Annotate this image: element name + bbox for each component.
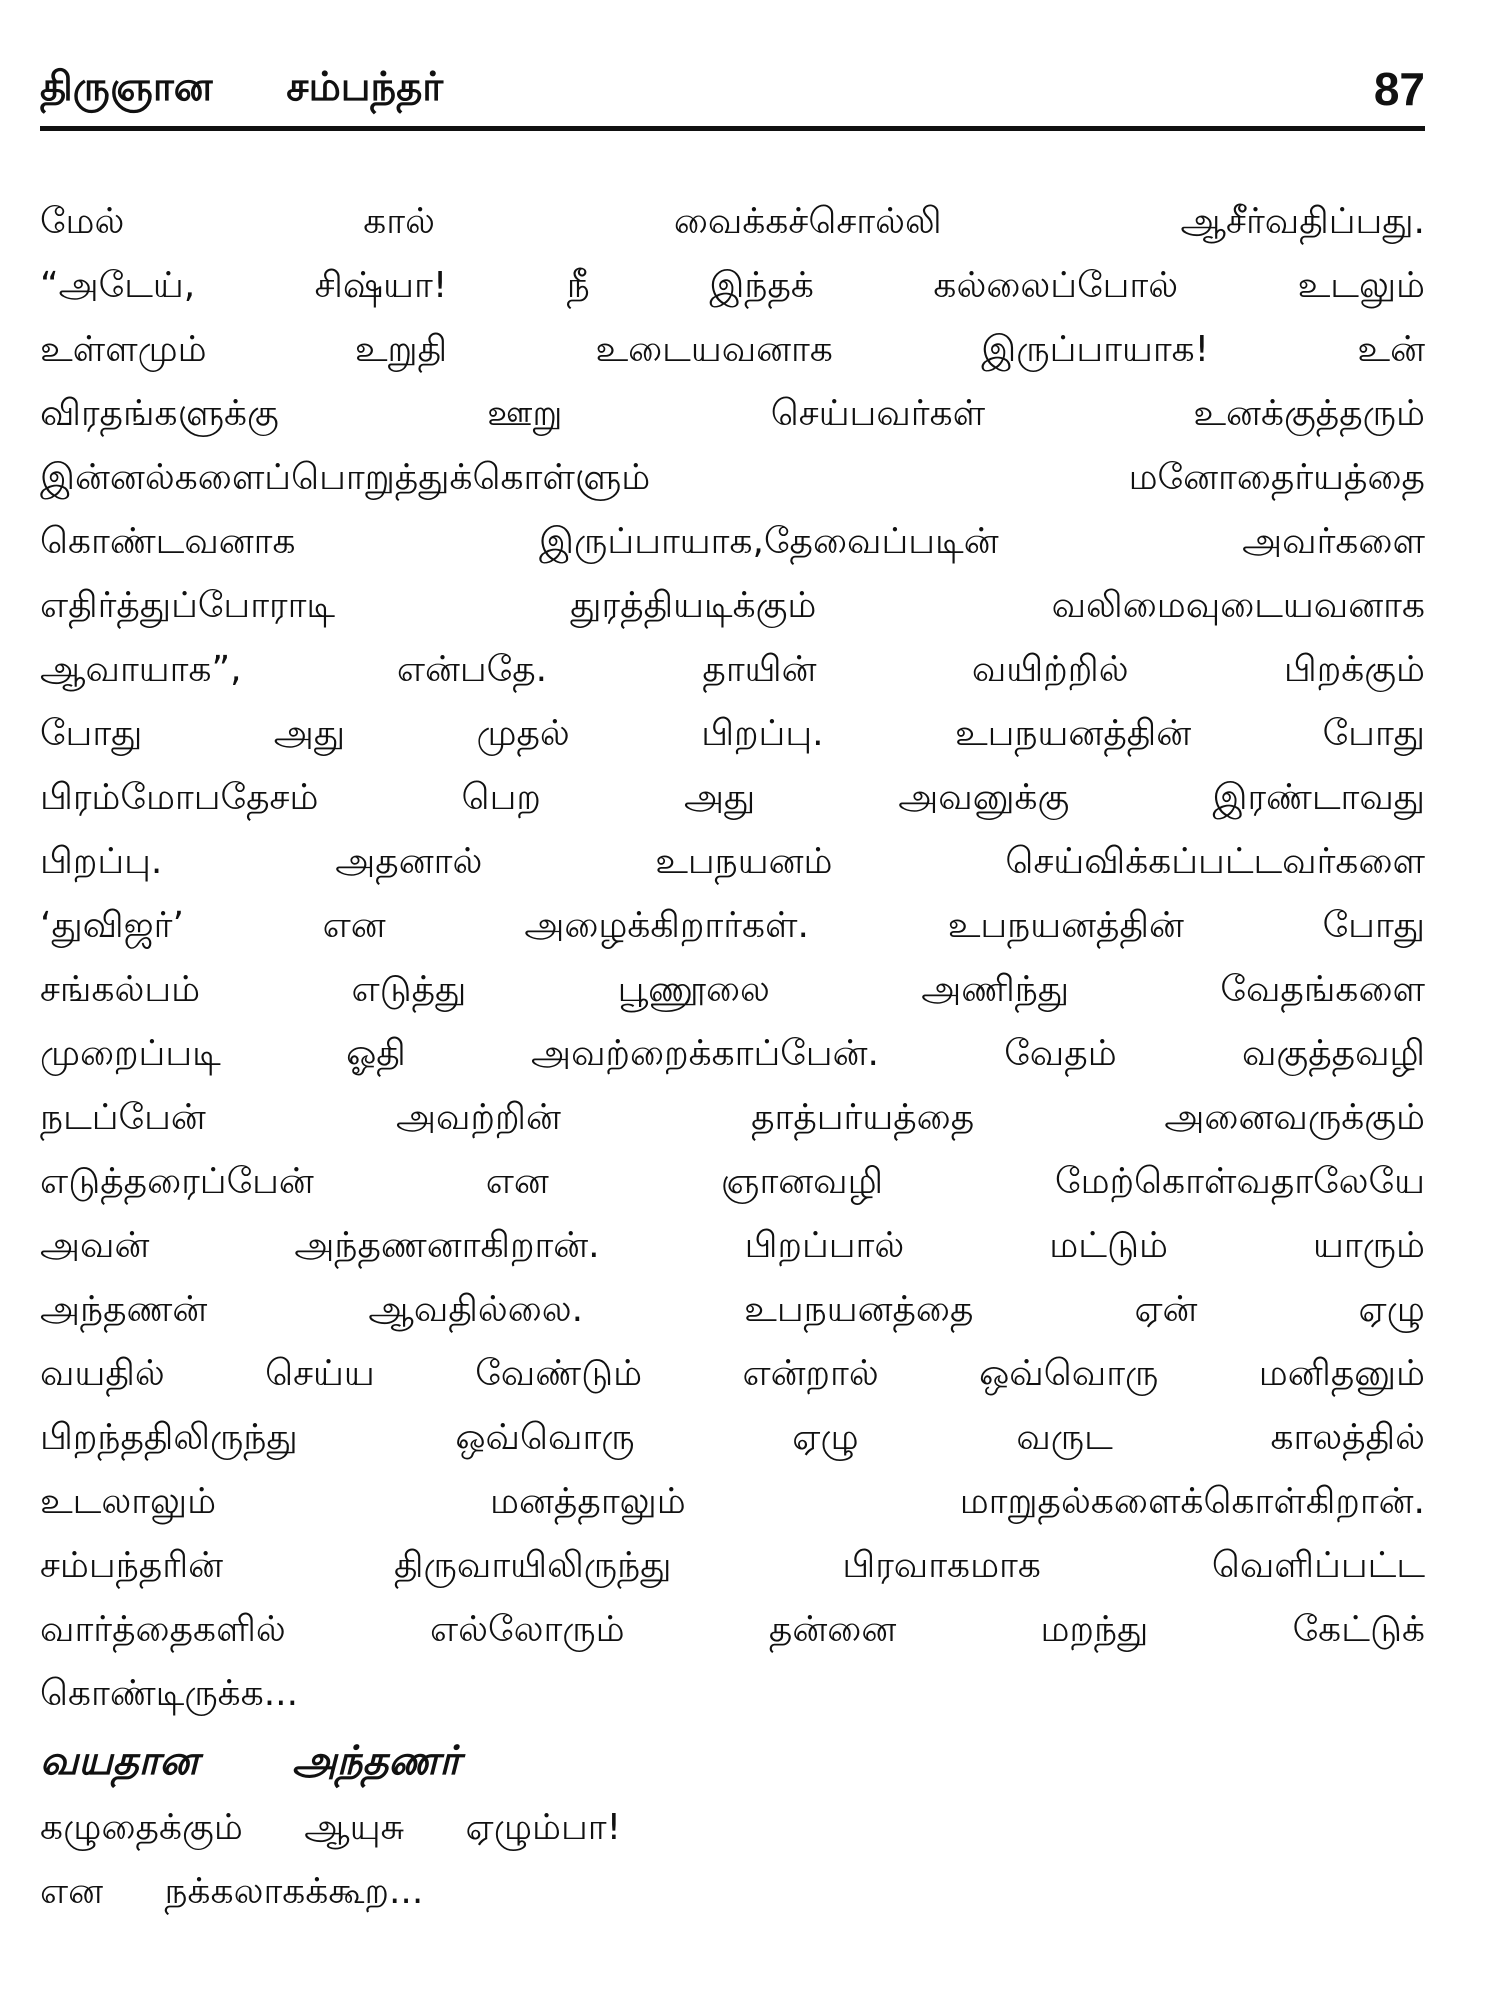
paragraph-line: சம்பந்தரின் திருவாயிலிருந்து பிரவாகமாக வெளிப்பட்ட xyxy=(40,1545,1425,1586)
paragraph-line: எடுத்தரைப்பேன் என ஞானவழி மேற்கொள்வதாலேயே xyxy=(40,1161,1425,1202)
running-header xyxy=(40,62,1425,122)
paragraph-line: கொண்டிருக்க... xyxy=(40,1673,299,1714)
paragraph-line: உடலாலும் மனத்தாலும் மாறுதல்களைக்கொள்கிறான். xyxy=(40,1481,1425,1522)
running-header-title: திருஞான சம்பந்தர் xyxy=(40,64,444,110)
paragraph-line: ஆவாயாக”, என்பதே. தாயின் வயிற்றில் பிறக்கும் xyxy=(40,649,1425,690)
paragraph-line: வார்த்தைகளில் எல்லோரும் தன்னை மறந்து கேட்டுக் xyxy=(40,1609,1425,1650)
page-body xyxy=(40,190,1425,1924)
paragraph-line: விரதங்களுக்கு ஊறு செய்பவர்கள் உனக்குத்தரும் xyxy=(40,393,1425,434)
paragraph-line: இன்னல்களைப்பொறுத்துக்கொள்ளும் மனோதைர்யத்தை xyxy=(40,457,1425,498)
paragraph-line: அவன் அந்தணனாகிறான். பிறப்பால் மட்டும் யாரும் xyxy=(40,1225,1425,1266)
paragraph-line: போது அது முதல் பிறப்பு. உபநயனத்தின் போது xyxy=(40,713,1425,754)
header-rule xyxy=(40,126,1425,131)
paragraph-line: பிறந்ததிலிருந்து ஒவ்வொரு ஏழு வருட காலத்தில் xyxy=(40,1417,1425,1458)
paragraph-line: எதிர்த்துப்போராடி துரத்தியடிக்கும் வலிமைவுடையவனாக xyxy=(40,585,1425,626)
paragraph-line: பிறப்பு. அதனால் உபநயனம் செய்விக்கப்பட்டவர்களை xyxy=(40,841,1425,882)
paragraph-line: ‘துவிஜர்’ என அழைக்கிறார்கள். உபநயனத்தின் போது xyxy=(40,905,1425,946)
page-number: 87 xyxy=(1373,63,1425,115)
paragraph-line: முறைப்படி ஓதி அவற்றைக்காப்பேன். வேதம் வகுத்தவழி xyxy=(40,1033,1425,1074)
verse-line: என நக்கலாகக்கூற... xyxy=(40,1871,424,1912)
paragraph-line: மேல் கால் வைக்கச்சொல்லி ஆசீர்வதிப்பது. xyxy=(40,201,1425,242)
paragraph-line: அந்தணன் ஆவதில்லை. உபநயனத்தை ஏன் ஏழு xyxy=(40,1289,1425,1330)
paragraph-line: “அடேய், சிஷ்யா! நீ இந்தக் கல்லைப்போல் உடலும் xyxy=(40,265,1425,306)
paragraph-line: வயதில் செய்ய வேண்டும் என்றால் ஒவ்வொரு மனிதனும் xyxy=(40,1353,1425,1394)
paragraph-line: நடப்பேன் அவற்றின் தாத்பர்யத்தை அனைவருக்கும் xyxy=(40,1097,1425,1138)
section-subheading: வயதான அந்தணர் xyxy=(40,1738,461,1784)
paragraph-line: உள்ளமும் உறுதி உடையவனாக இருப்பாயாக! உன் xyxy=(40,329,1425,370)
verse-line: கழுதைக்கும் ஆயுசு ஏழும்பா! xyxy=(40,1807,622,1848)
paragraph-line: சங்கல்பம் எடுத்து பூணூலை அணிந்து வேதங்களை xyxy=(40,969,1425,1010)
paragraph-line: கொண்டவனாக இருப்பாயாக,தேவைப்படின் அவர்களை xyxy=(40,521,1425,562)
paragraph-line: பிரம்மோபதேசம் பெற அது அவனுக்கு இரண்டாவது xyxy=(40,777,1425,818)
